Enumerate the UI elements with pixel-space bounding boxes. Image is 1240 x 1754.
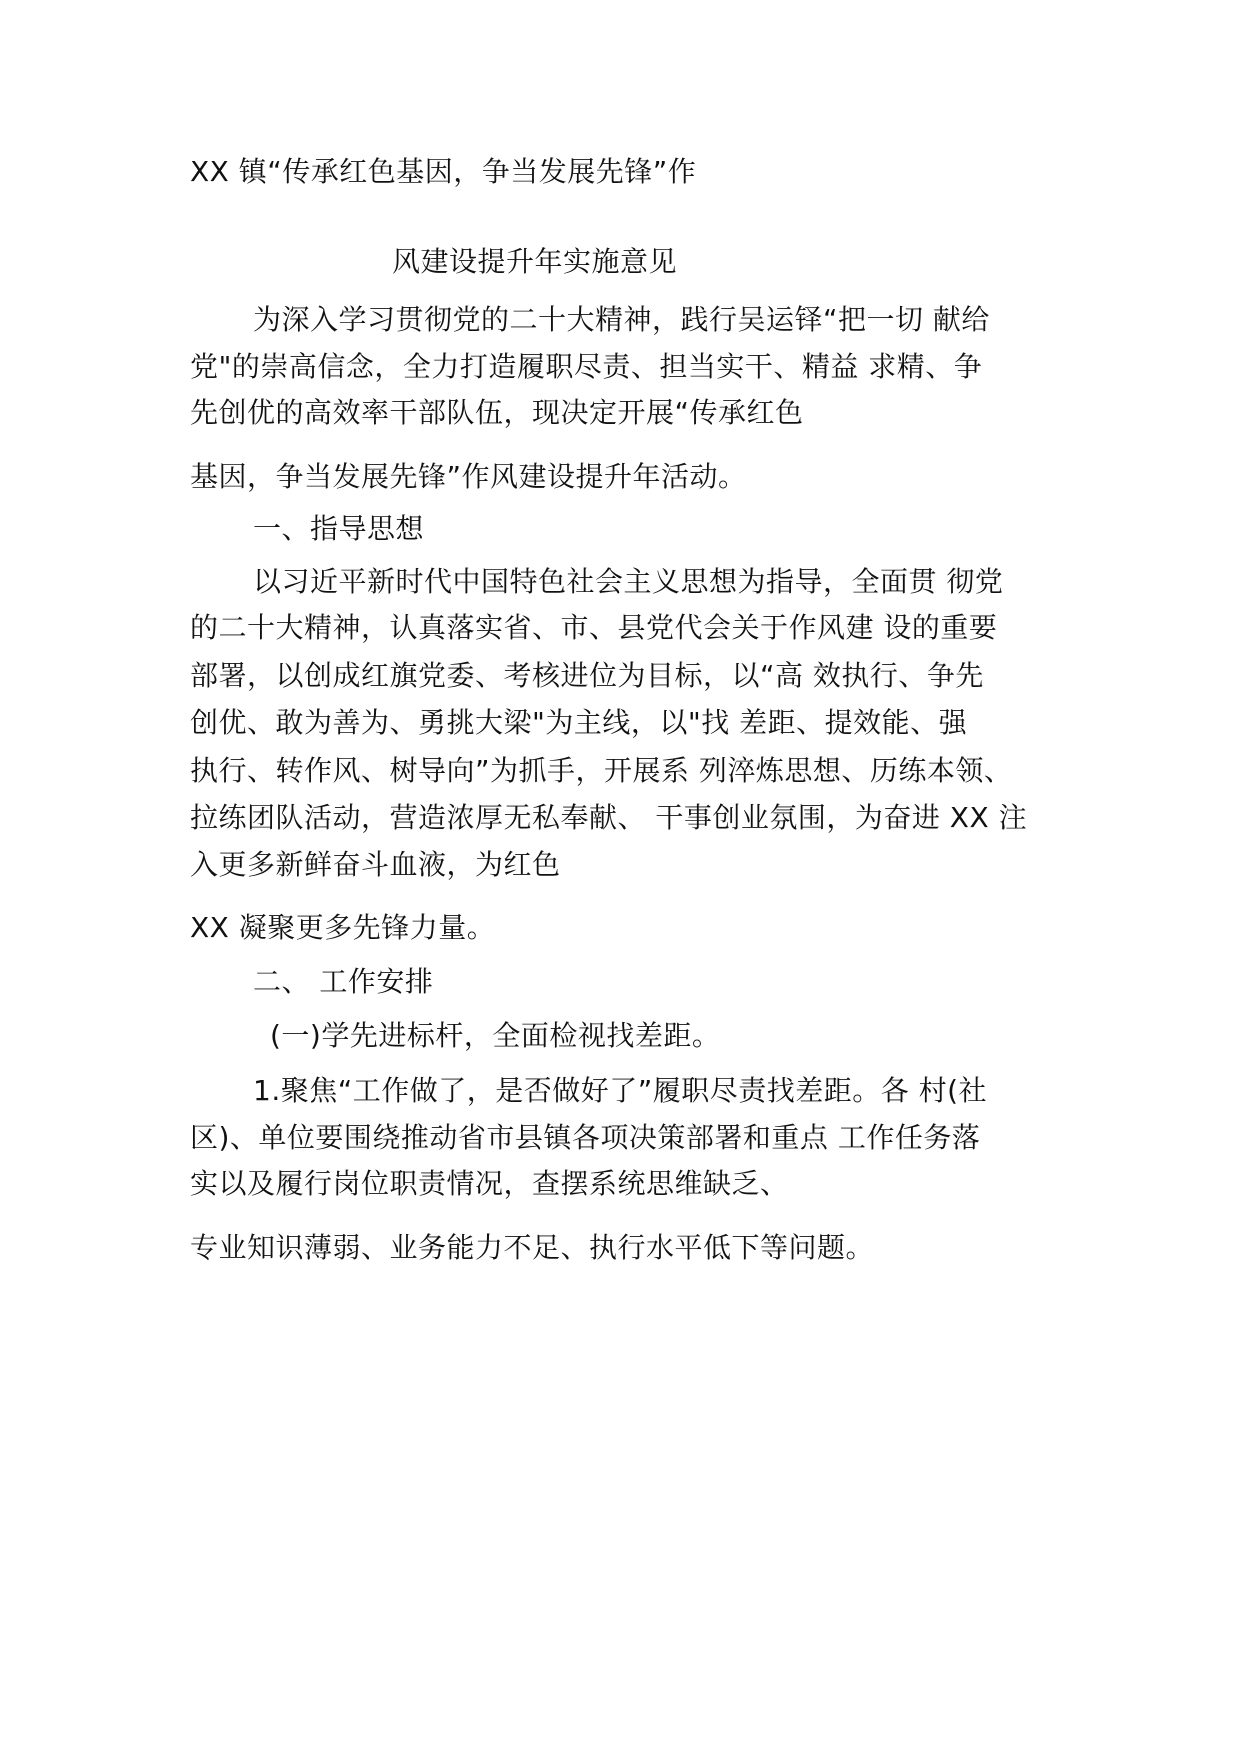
item-1-line-4: 专业知识薄弱、业务能力不足、执行水平低下等问题。	[190, 1231, 875, 1264]
section-1-line-7: 入更多新鲜奋斗血液，为红色	[190, 848, 561, 881]
section-1-line-2: 的二十大精神，认真落实省、市、县党代会关于作风建 设的重要	[190, 611, 998, 644]
section-1-line-6: 拉练团队活动，营造浓厚无私奉献、 干事创业氛围，为奋进 XX 注	[190, 801, 1028, 834]
section-1-line-5: 执行、转作风、树导向”为抓手，开展系 列淬炼思想、历练本领、	[190, 754, 1013, 787]
section-1-line-4: 创优、敢为善为、勇挑大梁"为主线，以"找 差距、提效能、强	[190, 706, 968, 739]
section-1-line-3: 部署，以创成红旗党委、考核进位为目标，以“高 效执行、争先	[190, 659, 984, 692]
intro-line-3: 先创优的高效率干部队伍，现决定开展“传承红色	[190, 396, 804, 429]
item-1-line-3: 实以及履行岗位职责情况，查摆系统思维缺乏、	[190, 1167, 789, 1200]
section-1-line-1: 以习近平新时代中国特色社会主义思想为指导，全面贯 彻党	[253, 565, 1004, 598]
intro-line-4: 基因，争当发展先锋”作风建设提升年活动。	[190, 460, 747, 493]
intro-line-1: 为深入学习贯彻党的二十大精神，践行吴运铎“把一切 献给	[253, 303, 990, 336]
section-2-heading: 二、 工作安排	[253, 965, 434, 998]
title-line-2: 风建设提升年实施意见	[392, 245, 678, 278]
item-1-line-1: 1.聚焦“工作做了，是否做好了”履职尽责找差距。各 村(社	[253, 1074, 988, 1107]
item-1-line-2: 区)、单位要围绕推动省市县镇各项决策部署和重点 工作任务落	[190, 1121, 981, 1154]
section-1-heading: 一、指导思想	[253, 512, 425, 545]
intro-line-2: 党"的崇高信念，全力打造履职尽责、担当实干、精益 求精、争	[190, 350, 983, 383]
section-1-line-8: XX 凝聚更多先锋力量。	[190, 911, 496, 944]
subsection-1-heading: (一)学先进标杆，全面检视找差距。	[270, 1019, 721, 1052]
title-line-1: XX 镇“传承红色基因，争当发展先锋”作	[190, 155, 697, 188]
